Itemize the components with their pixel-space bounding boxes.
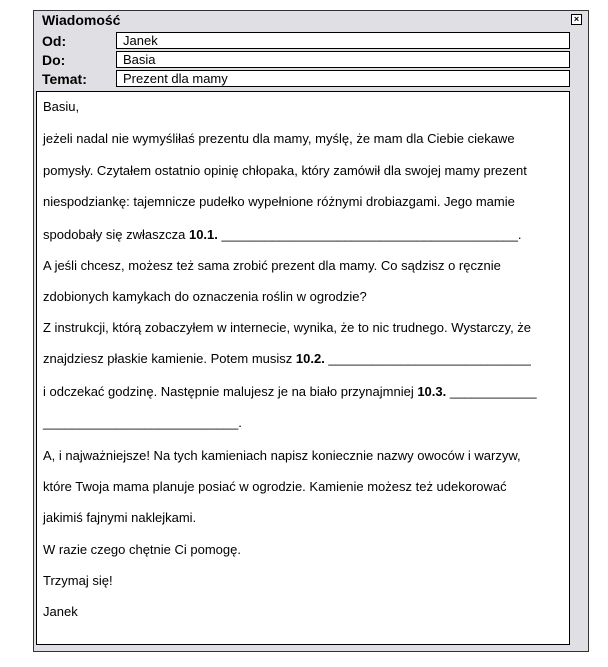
body-line: Basiu,	[43, 99, 80, 114]
body-line: A jeśli chcesz, możesz też sama zrobić prezent dla mamy. Co sądzisz o ręcznie	[43, 258, 501, 273]
body-line: Z instrukcji, którą zobaczyłem w internecie, wynika, że to nic trudnego. Wystarczy, że	[43, 320, 532, 335]
window-title: Wiadomość	[42, 12, 121, 28]
body-line: W razie czego chętnie Ci pomogę.	[43, 542, 241, 557]
body-line: jeżeli nadal nie wymyśliłaś prezentu dla mamy, myślę, że mam dla Ciebie ciekawe	[43, 131, 515, 146]
gap-blank-10-2[interactable]: ____________________________	[324, 351, 531, 366]
body-line	[43, 384, 537, 399]
body-line: Janek	[43, 604, 78, 619]
to-label: Do:	[42, 52, 66, 68]
gap-blank-10-3[interactable]: ____________	[446, 384, 537, 399]
subject-field[interactable]: Prezent dla mamy	[116, 70, 570, 87]
close-icon[interactable]: ×	[571, 14, 582, 25]
body-line	[43, 351, 531, 366]
body-line: niespodziankę: tajemnicze pudełko wypełnione różnymi drobiazgami. Jego mamie	[43, 194, 515, 209]
gap-label-10-1: 10.1.	[188, 227, 218, 242]
message-window	[33, 10, 589, 652]
line-text: spodobały się zwłaszcza	[43, 227, 189, 242]
body-line: pomysły. Czytałem ostatnio opinię chłopaka, który zamówił dla swojej mamy prezent	[43, 163, 527, 178]
message-body[interactable]	[36, 91, 570, 645]
body-line: Trzymaj się!	[43, 573, 113, 588]
gap-blank-10-1[interactable]: _________________________________________.	[217, 227, 522, 242]
body-line: A, i najważniejsze! Na tych kamieniach napisz koniecznie nazwy owoców i warzyw,	[43, 448, 521, 463]
line-text: znajdziesz płaskie kamienie. Potem musisz	[43, 351, 296, 366]
from-field[interactable]: Janek	[116, 32, 570, 49]
body-line	[43, 227, 522, 242]
from-label: Od:	[42, 33, 67, 49]
line-text: i odczekać godzinę. Następnie malujesz je na biało przynajmniej	[43, 384, 418, 399]
body-line: które Twoja mama planuje posiać w ogrodzie. Kamienie możesz też udekorować	[43, 479, 507, 494]
to-field[interactable]: Basia	[116, 51, 570, 68]
body-line[interactable]: ___________________________.	[43, 415, 242, 430]
body-line: jakimiś fajnymi naklejkami.	[43, 510, 197, 525]
gap-label-10-2: 10.2.	[295, 351, 325, 366]
gap-label-10-3: 10.3.	[417, 384, 447, 399]
body-line: zdobionych kamykach do oznaczenia roślin w ogrodzie?	[43, 289, 367, 304]
subject-label: Temat:	[42, 71, 87, 87]
